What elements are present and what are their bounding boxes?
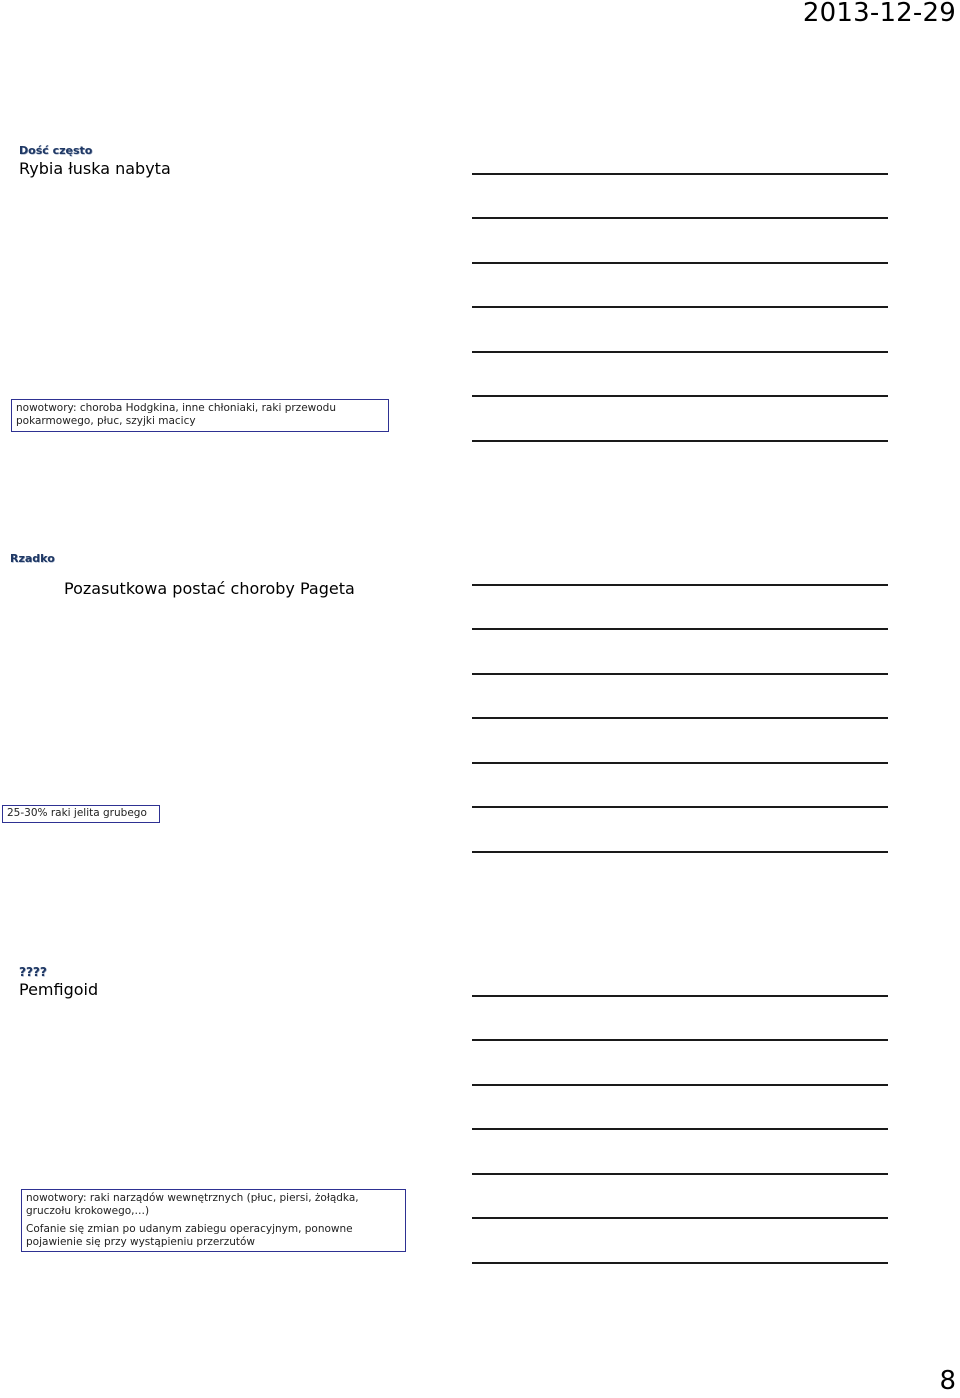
note-line	[472, 1262, 888, 1264]
note-line	[472, 1084, 888, 1086]
slide-3-box-text-1: nowotwory: raki narządów wewnętrznych (płuc, piersi, żołądka, gruczołu krokowego,…)	[26, 1192, 359, 1217]
note-line	[472, 351, 888, 353]
slide-3-box-text-2: Cofanie się zmian po udanym zabiegu operacyjnym, ponowne pojawienie się przy wystąpieniu przerzutów	[26, 1223, 353, 1248]
slide-1-label: Dość często	[19, 144, 93, 157]
note-line	[472, 217, 888, 219]
page-date: 2013-12-29	[802, 0, 956, 28]
slide-1-info-box	[11, 399, 389, 432]
slide-2-info-box	[2, 805, 160, 823]
note-line	[472, 306, 888, 308]
note-line	[472, 395, 888, 397]
note-line	[472, 584, 888, 586]
slide-1-title: Rybia łuska nabyta	[19, 159, 171, 178]
note-line	[472, 673, 888, 675]
slide-1-box-text: nowotwory: choroba Hodgkina, inne chłoniaki, raki przewodu pokarmowego, płuc, szyjki macicy	[16, 402, 336, 427]
slide-2-title: Pozasutkowa postać choroby Pageta	[64, 579, 355, 598]
slide-2-label: Rzadko	[10, 552, 55, 565]
note-line	[472, 173, 888, 175]
note-line	[472, 762, 888, 764]
note-line	[472, 1039, 888, 1041]
slide-2-box-text: 25-30% raki jelita grubego	[7, 807, 147, 819]
note-line	[472, 717, 888, 719]
note-line	[472, 995, 888, 997]
note-line	[472, 628, 888, 630]
note-line	[472, 1128, 888, 1130]
note-line	[472, 1173, 888, 1175]
note-line	[472, 1217, 888, 1219]
note-line	[472, 440, 888, 442]
slide-3-title: Pemfigoid	[19, 980, 99, 999]
note-line	[472, 806, 888, 808]
slide-3-info-box	[21, 1189, 406, 1252]
slide-3-label: ????	[19, 965, 47, 979]
page-number: 8	[939, 1366, 956, 1396]
note-line	[472, 851, 888, 853]
note-line	[472, 262, 888, 264]
